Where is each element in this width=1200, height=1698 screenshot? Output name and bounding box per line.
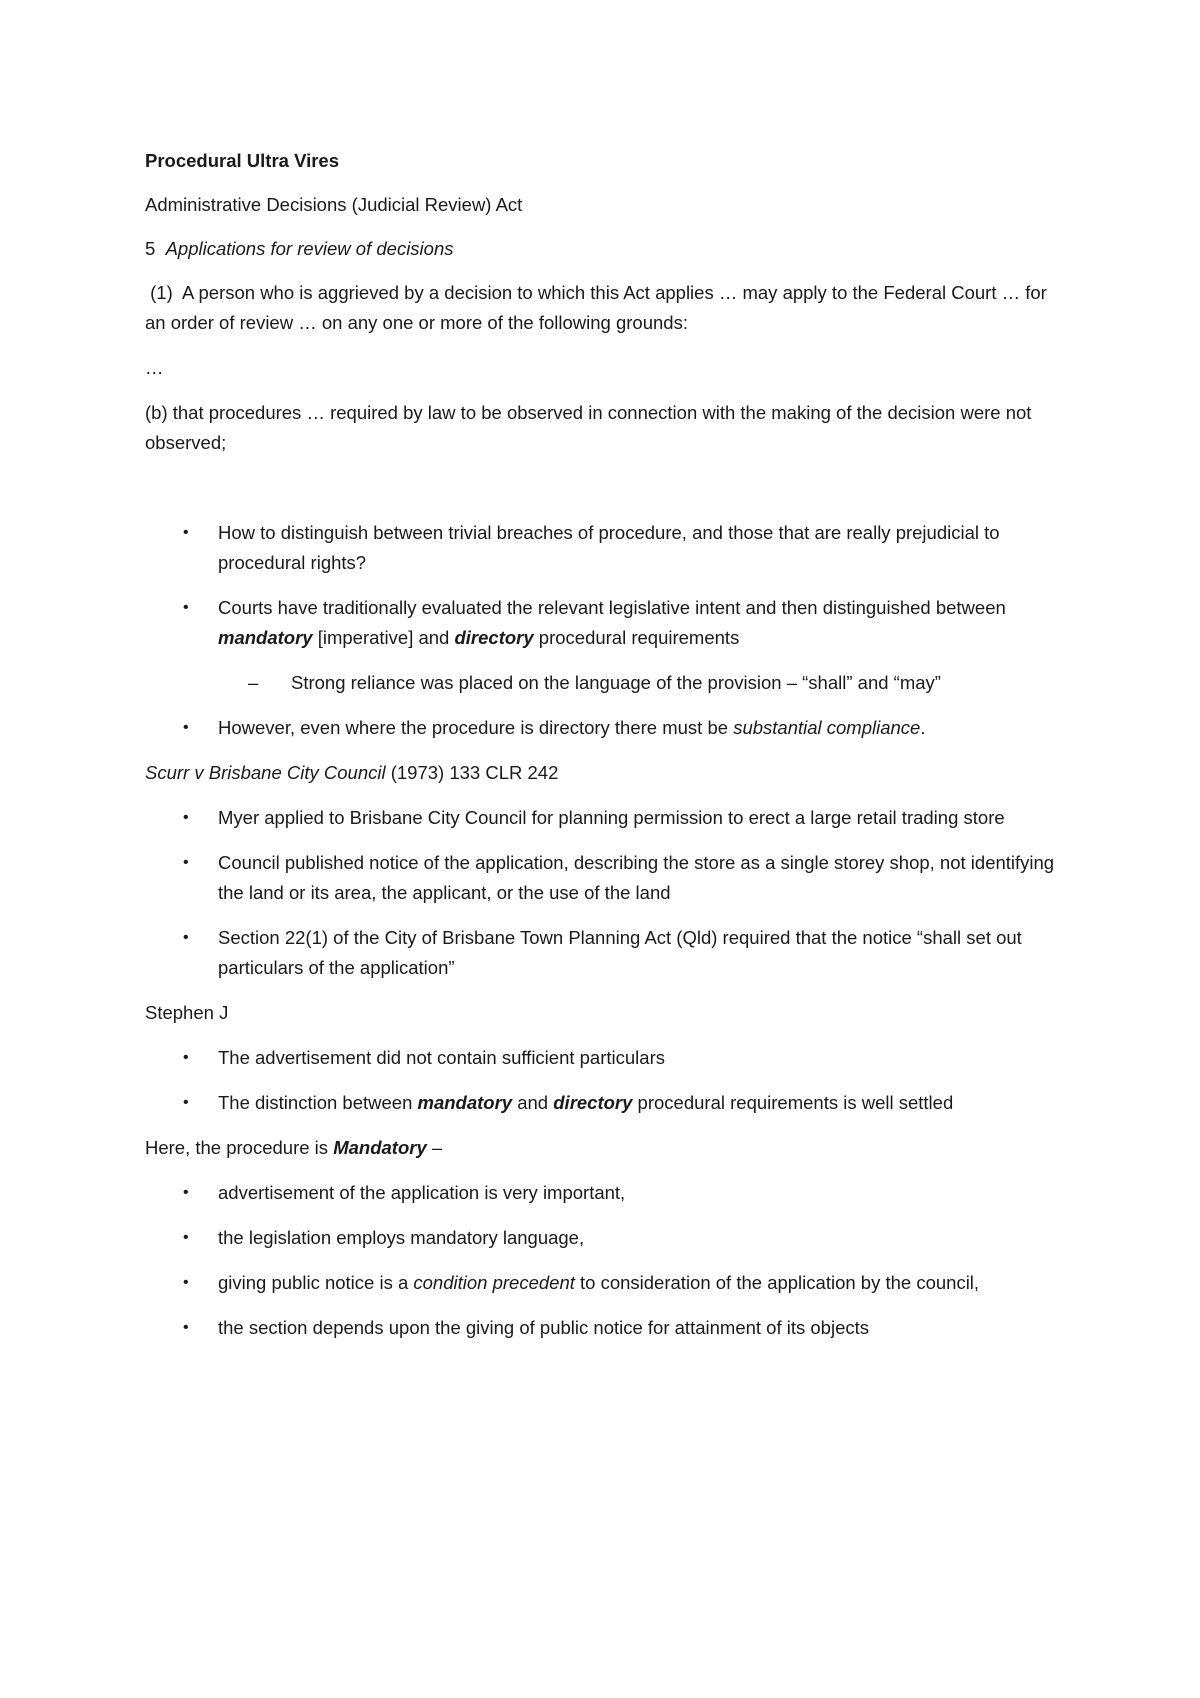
- bullet-text: Courts have traditionally evaluated the relevant legislative intent and then distinguished between: [218, 597, 1006, 618]
- list-item: [145, 1268, 1065, 1298]
- here-text: –: [426, 1137, 443, 1158]
- case-reference: (1973) 133 CLR 242: [385, 762, 559, 783]
- section-title: Applications for review of decisions: [165, 238, 454, 259]
- bullet-text: The advertisement did not contain sufficient particulars: [218, 1047, 665, 1068]
- list-item: [145, 1223, 1065, 1253]
- document-title: Procedural Ultra Vires: [145, 150, 339, 171]
- bullet-text: to consideration of the application by the council,: [574, 1272, 980, 1293]
- bullet-text: advertisement of the application is very important,: [218, 1182, 626, 1203]
- bullet-text: giving public notice is a: [218, 1272, 414, 1293]
- list-item: [145, 1178, 1065, 1208]
- case-bullet-list: [145, 803, 1065, 983]
- list-item: [145, 1313, 1065, 1343]
- judge-bullet-list: [145, 1043, 1065, 1118]
- list-item: [145, 848, 1065, 908]
- bullet-text: The distinction between: [218, 1092, 418, 1113]
- emphasis-condition-precedent: condition precedent: [413, 1272, 575, 1293]
- list-item: [145, 518, 1065, 578]
- bullet-text: [imperative] and: [312, 627, 455, 648]
- emphasis-mandatory-conclusion: Mandatory: [333, 1137, 427, 1158]
- list-item: [145, 668, 1065, 698]
- list-item: [145, 923, 1065, 983]
- emphasis-directory: directory: [553, 1092, 633, 1113]
- here-text: Here, the procedure is: [145, 1137, 334, 1158]
- list-item: [145, 803, 1065, 833]
- section-number: 5: [145, 238, 156, 259]
- list-item: [145, 713, 1065, 743]
- subsection-1-label: (1): [150, 282, 173, 303]
- bullet-text: However, even where the procedure is directory there must be: [218, 717, 734, 738]
- emphasis-substantial-compliance: substantial compliance: [733, 717, 921, 738]
- section-heading: [145, 234, 1065, 264]
- here-statement: [145, 1133, 1065, 1163]
- bullet-text: procedural requirements is well settled: [632, 1092, 954, 1113]
- subsection-1: [145, 278, 1065, 338]
- list-item: [145, 593, 1065, 653]
- intro-bullet-list: [145, 518, 1065, 653]
- emphasis-mandatory: mandatory: [417, 1092, 513, 1113]
- emphasis-mandatory: mandatory: [218, 627, 313, 648]
- bullet-text: and: [512, 1092, 554, 1113]
- sub-bullet-text: Strong reliance was placed on the language of the provision – “shall” and “may”: [291, 672, 941, 693]
- bullet-text: Council published notice of the application, describing the store as a single storey shop, not identifying the land or its area, the applicant, or the use of the land: [218, 852, 1055, 903]
- bullet-text: Section 22(1) of the City of Brisbane Town Planning Act (Qld) required that the notice “shall set out particulars of the application”: [218, 927, 1022, 978]
- bullet-text: the legislation employs mandatory language,: [218, 1227, 585, 1248]
- intro-bullet-list-continued: [145, 713, 1065, 743]
- bullet-text: the section depends upon the giving of public notice for attainment of its objects: [218, 1317, 869, 1338]
- bullet-text: .: [920, 717, 926, 738]
- subsection-1-text: A person who is aggrieved by a decision to which this Act applies … may apply to the Federal Court … for an order of review … on any one or more of the following grounds:: [145, 282, 1047, 333]
- list-item: [145, 1088, 1065, 1118]
- document-body: [145, 146, 1065, 1358]
- case-name: Scurr v Brisbane City Council: [145, 762, 386, 783]
- emphasis-directory: directory: [454, 627, 534, 648]
- reasons-bullet-list: [145, 1178, 1065, 1343]
- bullet-text: Myer applied to Brisbane City Council for planning permission to erect a large retail trading store: [218, 807, 1005, 828]
- ellipsis: …: [145, 357, 164, 378]
- paragraph-b: (b) that procedures … required by law to be observed in connection with the making of the decision were not observed;: [145, 402, 1032, 453]
- bullet-text: procedural requirements: [533, 627, 740, 648]
- bullet-text: How to distinguish between trivial breaches of procedure, and those that are really prejudicial to procedural rights?: [218, 522, 1000, 573]
- judge-name: Stephen J: [145, 1002, 229, 1023]
- act-name: Administrative Decisions (Judicial Review) Act: [145, 194, 523, 215]
- case-citation: [145, 758, 1065, 788]
- list-item: [145, 1043, 1065, 1073]
- sub-bullet-list: [145, 668, 1065, 698]
